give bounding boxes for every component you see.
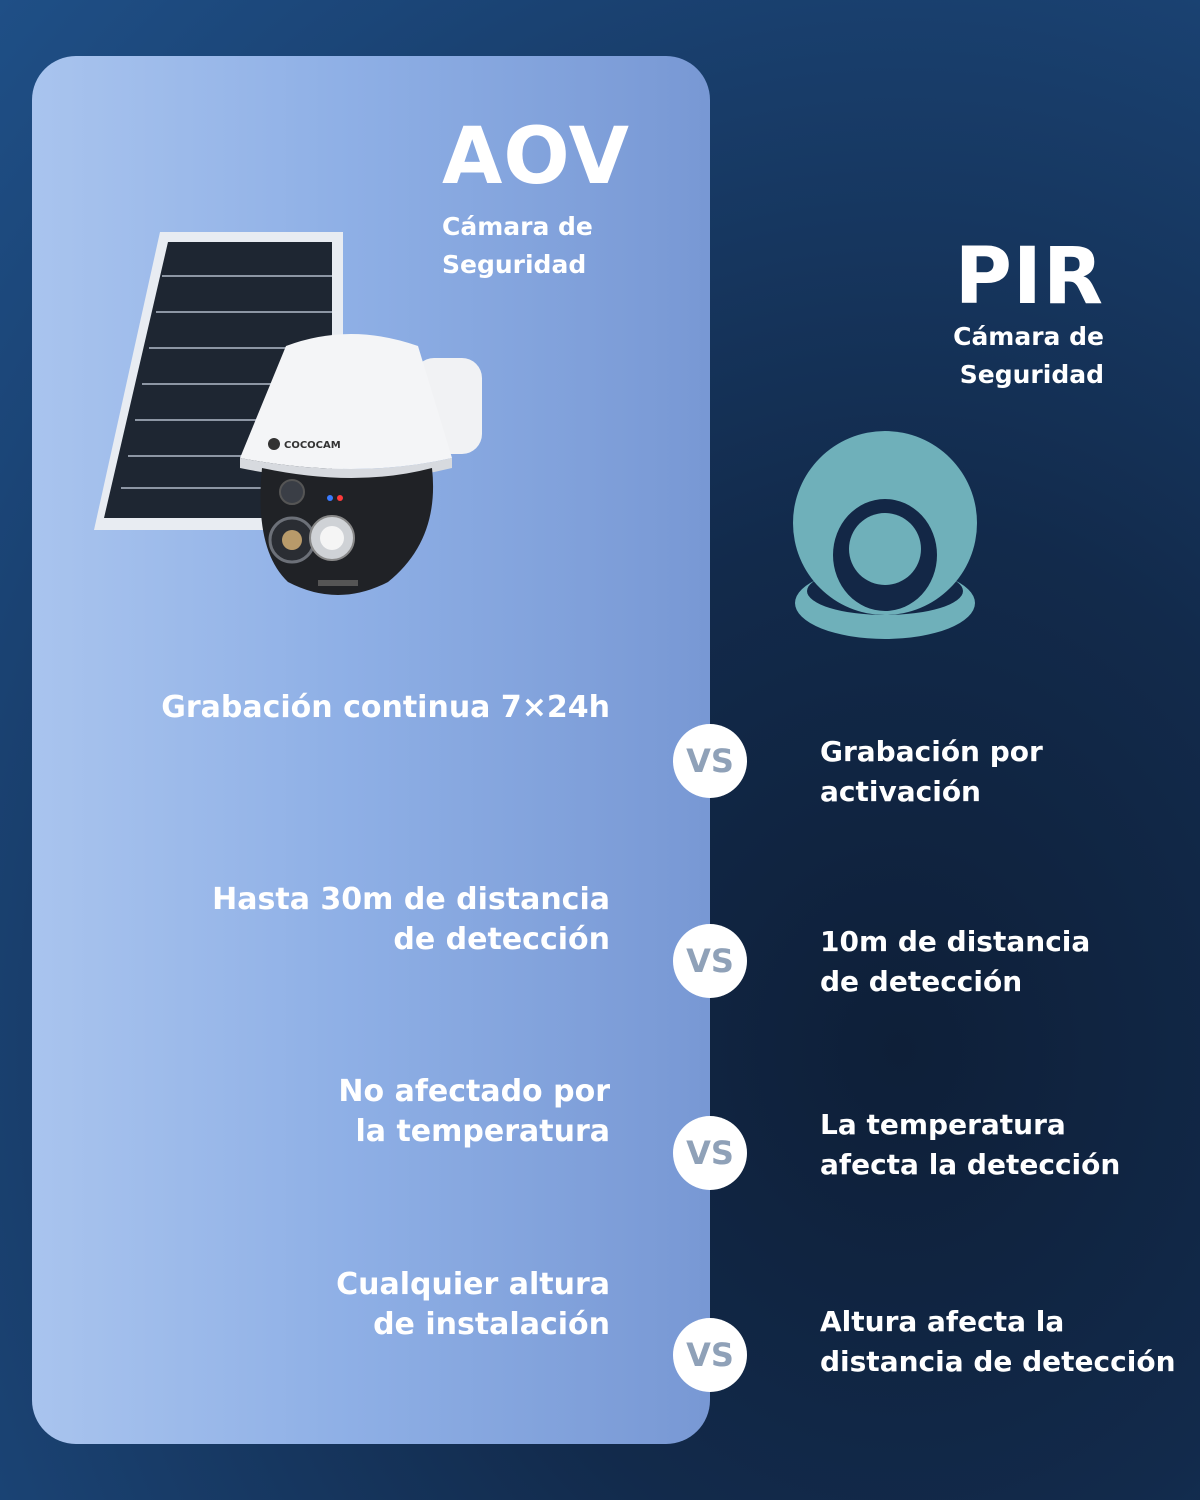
aov-feature-3: No afectado por la temperatura <box>338 1074 610 1149</box>
aov-feature-2: Hasta 30m de distancia de detección <box>212 882 610 957</box>
pir-title: PIR <box>954 232 1104 322</box>
pir-feature-4: Altura afecta la distancia de detección <box>820 1305 1176 1378</box>
vs-badge-1: VS <box>673 724 747 798</box>
pir-feature-1: Grabación por activación <box>820 735 1043 808</box>
aov-feature-1: Grabación continua 7×24h <box>161 690 610 725</box>
aov-title: AOV <box>442 112 630 202</box>
vs-badge-3: VS <box>673 1116 747 1190</box>
vs-badge-4: VS <box>673 1318 747 1392</box>
solar-camera-image <box>88 230 488 610</box>
vs-badge-2: VS <box>673 924 747 998</box>
aov-feature-4: Cualquier altura de instalación <box>336 1267 610 1342</box>
pir-subtitle: Cámara de Seguridad <box>953 322 1104 389</box>
pir-feature-3: La temperatura afecta la detección <box>820 1108 1121 1181</box>
brand-logo: COCOCAM <box>284 440 341 451</box>
pir-feature-2: 10m de distancia de detección <box>820 925 1091 998</box>
pir-camera-icon <box>790 425 980 645</box>
aov-subtitle: Cámara de Seguridad <box>442 212 593 279</box>
